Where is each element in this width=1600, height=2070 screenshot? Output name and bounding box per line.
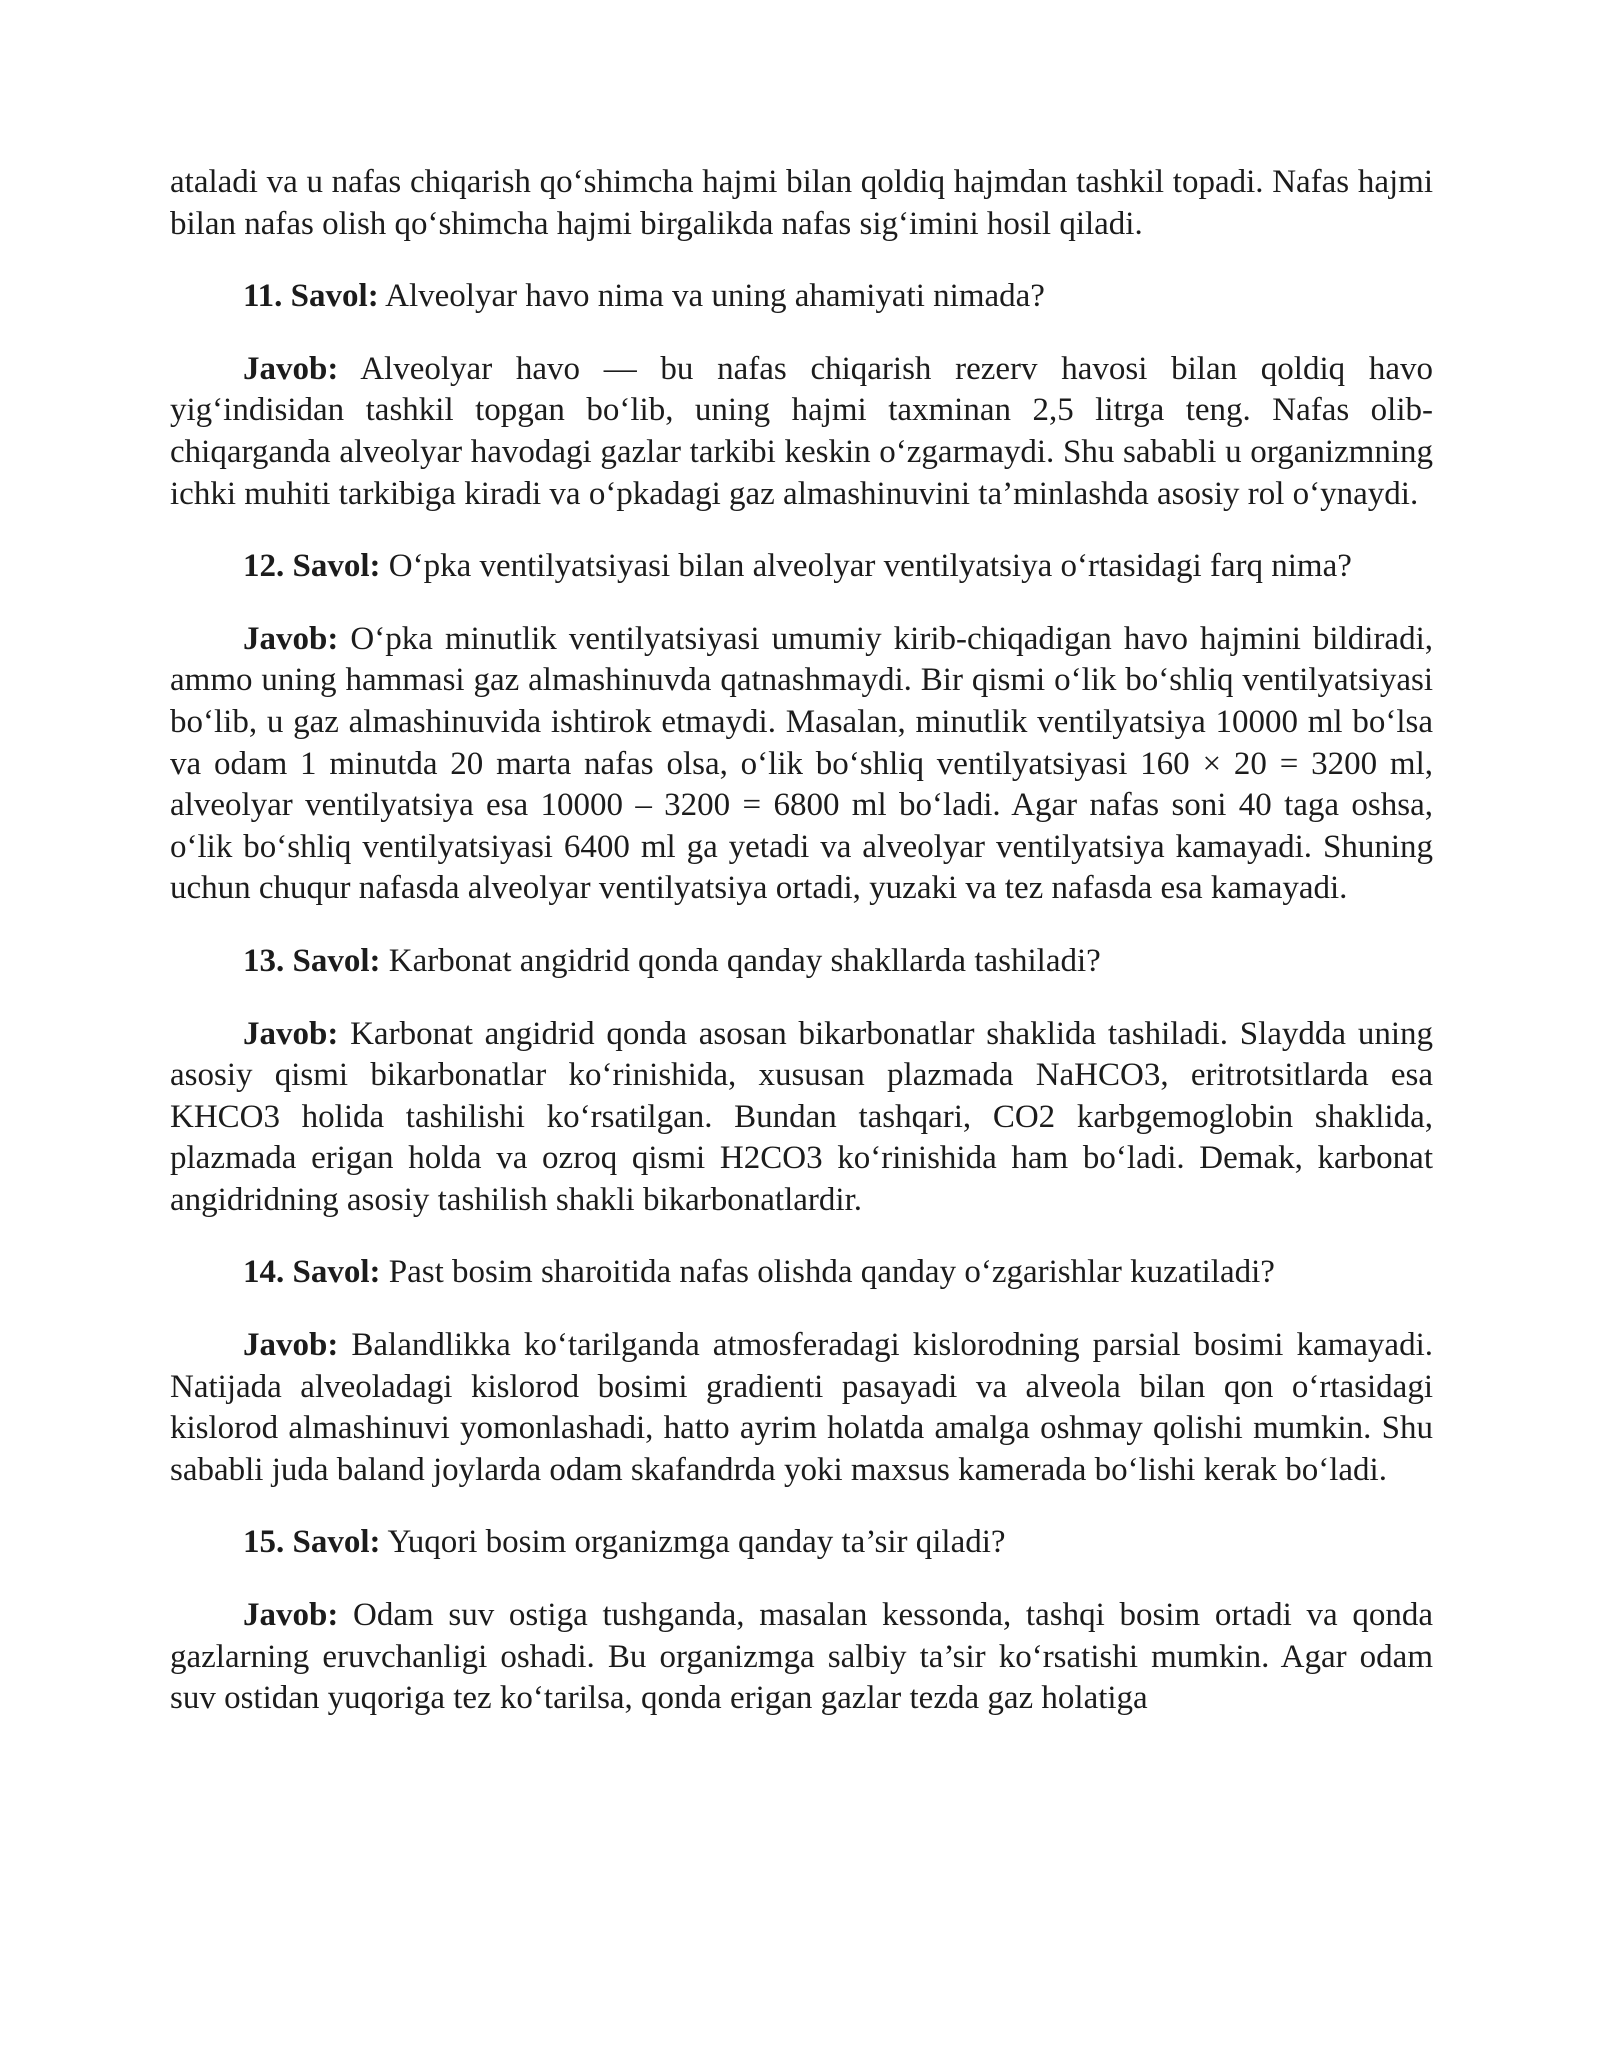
answer-label: Javob: [243,1015,339,1052]
question-12 [170,546,1433,588]
question-11 [170,276,1433,318]
question-15 [170,1522,1433,1564]
question-label: 14. Savol: [243,1254,381,1291]
document-page [170,162,1433,1720]
continuation-paragraph [170,162,1433,245]
question-text: Karbonat angidrid qonda qanday shakllarda tashiladi? [380,942,1101,979]
answer-text: Balandlikka ko‘tarilganda atmosferadagi kislorodning parsial bosimi kamayadi. Natijada alveoladagi kislorod bosimi gradienti pasayadi va alveola bilan qon o‘rtasidagi kislorod almashinuvi yomonlashadi, hatto ayrim holatda amalga oshmay qolishi mumkin. Shu sababli juda baland joylarda odam skafandrda yoki maxsus kamerada bo‘lishi kerak bo‘ladi. [170,1327,1433,1488]
answer-14 [170,1325,1433,1491]
question-label: 15. Savol: [243,1524,381,1561]
question-label: 12. Savol: [243,548,381,585]
question-text: Past bosim sharoitida nafas olishda qanday o‘zgarishlar kuzatiladi? [380,1254,1275,1291]
question-label: 11. Savol: [243,278,379,315]
answer-11 [170,349,1433,515]
question-text: Alveolyar havo nima va uning ahamiyati nimada? [378,278,1045,315]
question-text: Yuqori bosim organizmga qanday ta’sir qiladi? [380,1524,1006,1561]
answer-text: Alveolyar havo — bu nafas chiqarish rezerv havosi bilan qoldiq havo yig‘indisidan tashkil topgan bo‘lib, uning hajmi taxminan 2,5 litrga teng. Nafas olib-chiqarganda alveolyar havodagi gazlar tarkibi keskin o‘zgarmaydi. Shu sababli u organizmning ichki muhiti tarkibiga kiradi va o‘pkadagi gaz almashinuvini ta’minlashda asosiy rol o‘ynaydi. [170,350,1433,512]
question-14 [170,1252,1433,1294]
question-13 [170,941,1433,983]
answer-13 [170,1014,1433,1222]
answer-text: Odam suv ostiga tushganda, masalan kessonda, tashqi bosim ortadi va qonda gazlarning eruvchanligi oshadi. Bu organizmga salbiy ta’sir ko‘rsatishi mumkin. Agar odam suv ostidan yuqoriga tez ko‘tarilsa, qonda erigan gazlar tezda gaz holatiga [170,1597,1433,1717]
answer-label: Javob: [243,1327,339,1364]
question-label: 13. Savol: [243,942,381,979]
paragraph-text: ataladi va u nafas chiqarish qo‘shimcha hajmi bilan qoldiq hajmdan tashkil topadi. Nafas hajmi bilan nafas olish qo‘shimcha hajmi birgalikda nafas sig‘imini hosil qiladi. [170,164,1433,242]
answer-label: Javob: [243,350,339,387]
answer-15 [170,1595,1433,1720]
answer-text: O‘pka minutlik ventilyatsiyasi umumiy kirib-chiqadigan havo hajmini bildiradi, ammo uning hammasi gaz almashinuvda qatnashmaydi. Bir qismi o‘lik bo‘shliq ventilyatsiyasi bo‘lib, u gaz almashinuvida ishtirok etmaydi. Masalan, minutlik ventilyatsiya 10000 ml bo‘lsa va odam 1 minutda 20 marta nafas olsa, o‘lik bo‘shliq ventilyatsiyasi 160 × 20 = 3200 ml, alveolyar ventilyatsiya esa 10000 – 3200 = 6800 ml bo‘ladi. Agar nafas soni 40 taga oshsa, o‘lik bo‘shliq ventilyatsiyasi 6400 ml ga yetadi va alveolyar ventilyatsiya kamayadi. Shuning uchun chuqur nafasda alveolyar ventilyatsiya ortadi, yuzaki va tez nafasda esa kamayadi. [170,620,1433,907]
question-text: O‘pka ventilyatsiyasi bilan alveolyar ventilyatsiya o‘rtasidagi farq nima? [380,548,1352,585]
answer-12 [170,619,1433,910]
answer-label: Javob: [243,1597,339,1634]
answer-text: Karbonat angidrid qonda asosan bikarbonatlar shaklida tashiladi. Slaydda uning asosiy qismi bikarbonatlar ko‘rinishida, xususan plazmada NaHCO3, eritrotsitlarda esa KHCO3 holida tashilishi ko‘rsatilgan. Bundan tashqari, CO2 karbgemoglobin shaklida, plazmada erigan holda va ozroq qismi H2CO3 ko‘rinishida ham bo‘ladi. Demak, karbonat angidridning asosiy tashilish shakli bikarbonatlardir. [170,1015,1433,1218]
answer-label: Javob: [243,620,339,657]
